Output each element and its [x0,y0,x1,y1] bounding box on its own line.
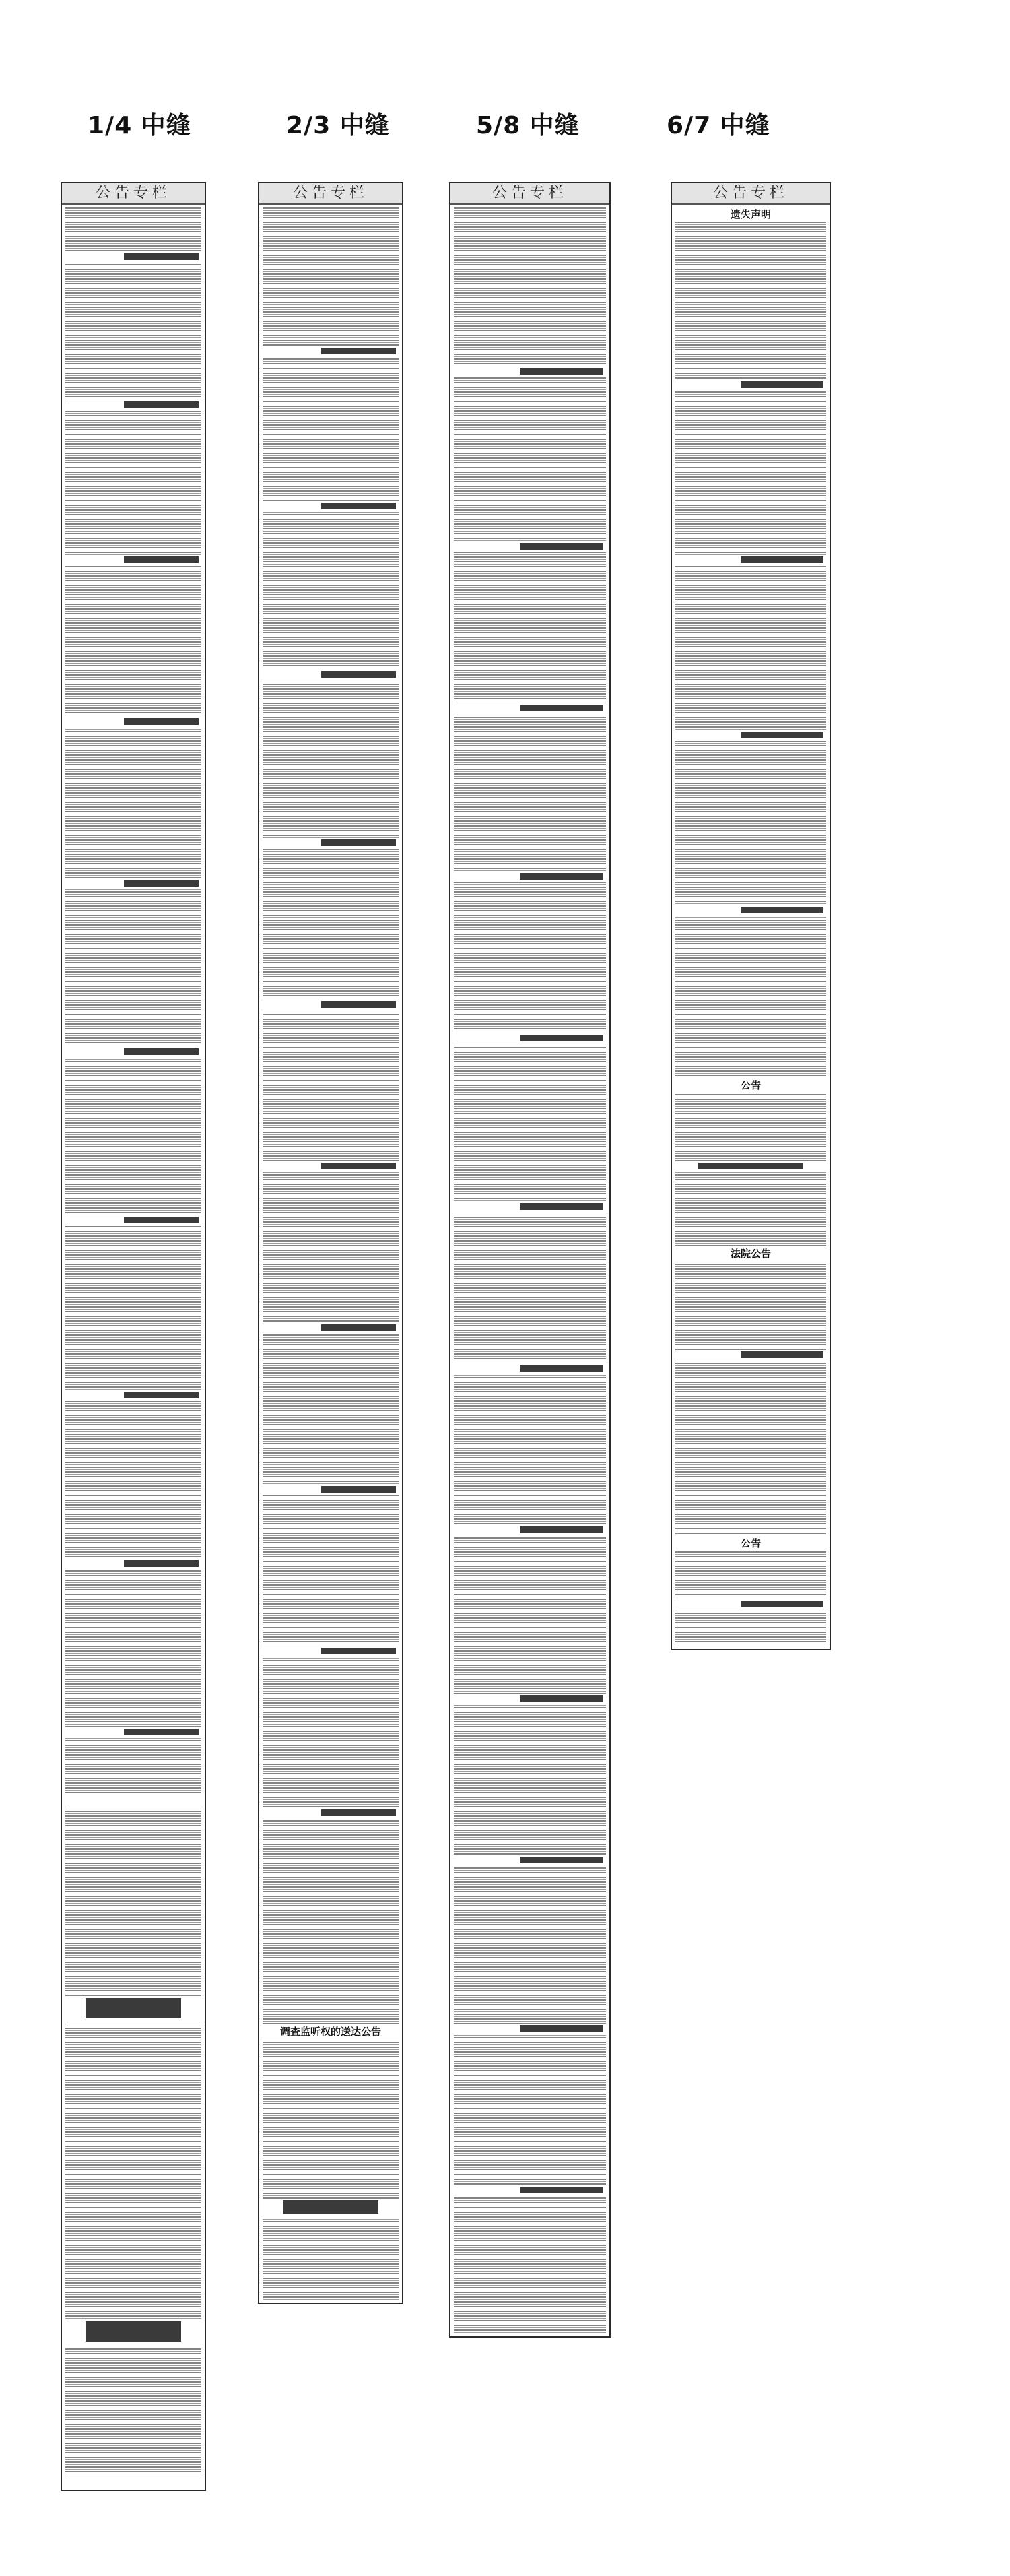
notice-heading [675,1161,826,1172]
notice-heading [65,400,201,411]
notice-heading [263,1646,399,1657]
notice-heading [65,1215,201,1226]
column-header: 公告专栏 [259,183,402,205]
notice-heading [263,670,399,680]
notice-heading [675,1599,826,1610]
notice-column-six-sevenths [671,182,831,1650]
notice-text-block [454,207,606,2333]
notice-subheading: 遗失声明 [675,206,826,222]
notice-heading [263,1808,399,1819]
notice-heading [65,2320,201,2347]
size-label-quarter: 1/4 中缝 [88,112,191,139]
notice-heading [454,2024,606,2034]
column-end-space [65,2475,201,2488]
notice-heading [454,872,606,882]
notice-heading [65,1997,201,2024]
column-body [62,205,205,2490]
column-header: 公告专栏 [672,183,830,205]
paragraph-gap [65,1795,201,1808]
column-body [259,205,402,2303]
notice-heading [454,703,606,714]
notice-subheading: 调查监听权的送达公告 [263,2024,399,2040]
notice-heading [454,1363,606,1374]
notice-heading [454,1202,606,1213]
notice-heading [675,905,826,916]
notice-heading [675,1350,826,1361]
column-body [450,205,609,2336]
notice-column-two-thirds [258,182,403,2304]
notice-heading [454,542,606,552]
notice-heading [263,1161,399,1172]
notice-column-five-eighths [449,182,611,2338]
notice-heading [65,555,201,566]
notice-heading [454,366,606,377]
notice-heading [65,252,201,263]
notice-heading [454,1855,606,1866]
notice-heading [675,380,826,391]
notice-heading [263,1323,399,1334]
notice-heading [675,555,826,566]
size-label-five-eighths: 5/8 中缝 [476,112,580,139]
notice-heading [263,1485,399,1495]
size-label-two-thirds: 2/3 中缝 [286,112,390,139]
notice-heading [454,1033,606,1044]
notice-heading [65,1047,201,1058]
notice-heading [263,2199,399,2219]
notice-subheading: 公告 [675,1077,826,1093]
notice-heading [65,1727,201,1738]
notice-text-block [65,207,201,2487]
notice-subheading: 公告 [675,1535,826,1551]
notice-heading [263,501,399,512]
notice-text-block [675,207,826,1646]
notice-heading [454,1694,606,1704]
notice-subheading: 法院公告 [675,1246,826,1262]
notice-heading [675,730,826,741]
notice-heading [454,2185,606,2196]
notice-heading [263,838,399,849]
size-label-six-sevenths: 6/7 中缝 [667,112,770,139]
notice-heading [65,1390,201,1401]
column-header: 公告专栏 [450,183,609,205]
notice-heading [65,1559,201,1570]
column-body [672,205,830,1649]
notice-text-block [263,207,399,2300]
notice-heading [65,878,201,889]
notice-heading [263,1000,399,1010]
notice-heading [65,717,201,728]
notice-heading [263,346,399,357]
column-header: 公告专栏 [62,183,205,205]
notice-column-quarter [61,182,206,2491]
notice-heading [454,1525,606,1536]
